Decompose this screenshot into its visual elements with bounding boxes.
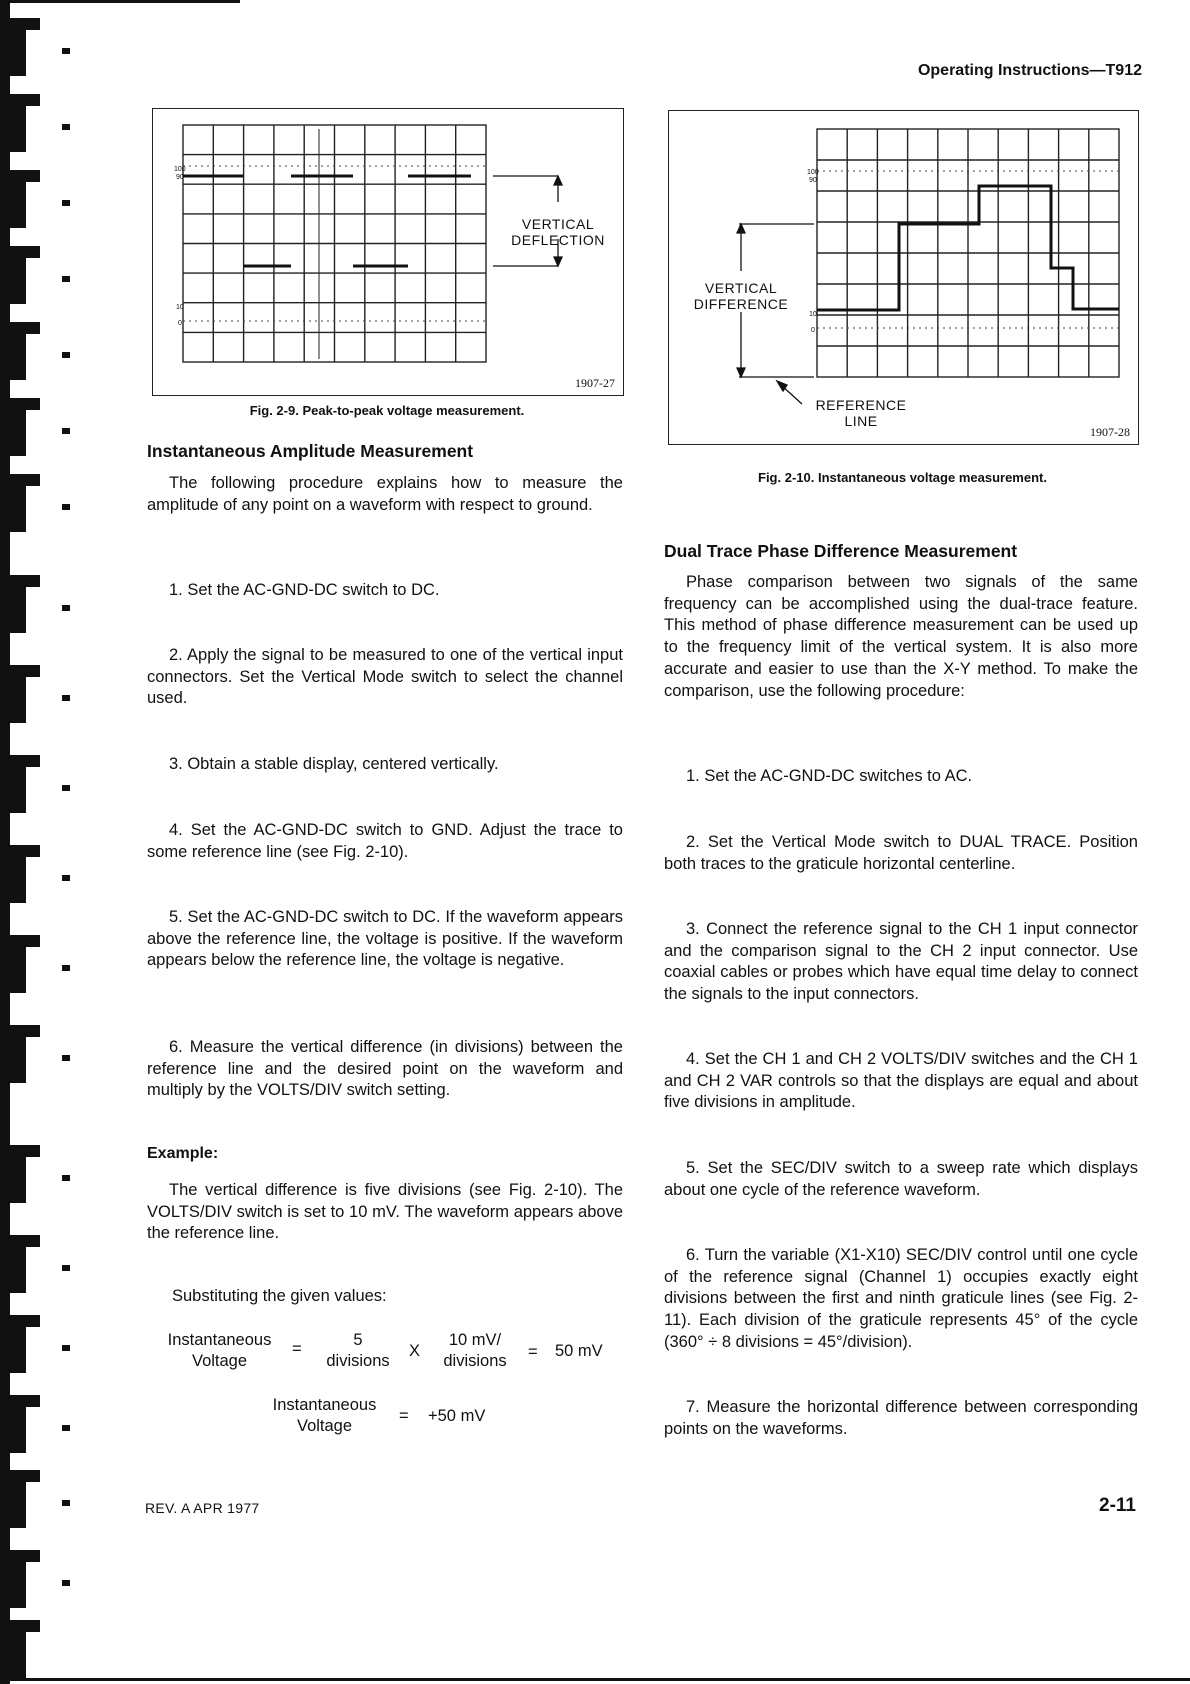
step-1: 1. Set the AC-GND-DC switch to DC. (169, 581, 440, 599)
dual-step-1: 1. Set the AC-GND-DC switches to AC. (686, 767, 973, 785)
tick-90: 90 (176, 174, 184, 181)
dual-step-2: 2. Set the Vertical Mode switch to DUAL TRACE. Position both traces to the graticule horizontal centerline. (664, 833, 1138, 873)
eq2-lhs: Instantaneous Voltage (272, 1396, 377, 1435)
fig-2-10-caption: Fig. 2-10. Instantaneous voltage measurement. (758, 470, 1047, 485)
intro-paragraph: The following procedure explains how to measure the amplitude of any point on a waveform with respect to ground. (147, 474, 623, 514)
page-number: 2-11 (1099, 1495, 1136, 1516)
index-tab (0, 745, 60, 811)
index-tab (0, 925, 60, 991)
tick-100: 100 (174, 166, 186, 173)
dual-step-6: 6. Turn the variable (X1-X10) SEC/DIV control until one cycle of the reference signal (Channel 1) occupies exactly eight divisions between the first and ninth graticule lines (see Fig. 2-11). Each division of the graticule represents 45° of the cycle (360° ÷ 8 divisions = 45°/division). (664, 1246, 1138, 1351)
reference-line-label: REFERENCE LINE (815, 397, 907, 429)
figure-2-9 (152, 108, 624, 396)
dual-step-3: 3. Connect the reference signal to the CH 1 input connector and the comparison signal to the CH 2 input connector. Use coaxial cables or probes which have equal time delay to connect the signals to the input connectors. (664, 920, 1138, 1004)
example-paragraph: The vertical difference is five divisions (see Fig. 2-10). The VOLTS/DIV switch is set to 10 mV. The waveform appears above the reference line. (147, 1181, 623, 1243)
index-tab (0, 464, 60, 530)
step-3: 3. Obtain a stable display, centered vertically. (169, 755, 499, 773)
index-tab (0, 312, 60, 378)
bottom-edge-line (0, 1678, 1190, 1681)
tick-10: 10 (176, 304, 184, 311)
example-heading: Example: (147, 1145, 219, 1162)
vertical-deflection-label: VERTICAL DEFLECTION (511, 216, 605, 248)
revision-note: REV. A APR 1977 (145, 1500, 260, 1516)
index-tab (0, 1015, 60, 1081)
eq1-volts-per-div: 10 mV/ divisions (443, 1331, 507, 1370)
tick-10: 10 (809, 311, 817, 318)
tick-0: 0 (811, 327, 815, 334)
step-5: 5. Set the AC-GND-DC switch to DC. If the waveform appears above the reference line, the voltage is positive. If the waveform appears below the reference line, the voltage is negative. (147, 908, 623, 970)
eq1-result: 50 mV (555, 1342, 603, 1360)
figure-number: 1907-28 (1090, 425, 1130, 439)
step-2: 2. Apply the signal to be measured to one of the vertical input connectors. Set the Vertical Mode switch to select the channel used. (147, 646, 623, 708)
index-tab (0, 1385, 60, 1451)
index-tab (0, 8, 60, 74)
dual-step-4: 4. Set the CH 1 and CH 2 VOLTS/DIV switches and the CH 1 and CH 2 VAR controls so that the displays are equal and about five divisions in amplitude. (664, 1050, 1138, 1112)
instantaneous-graticule (669, 111, 1138, 444)
vertical-difference-label: VERTICAL DIFFERENCE (685, 280, 797, 312)
index-tab (0, 1225, 60, 1291)
dual-trace-intro: Phase comparison between two signals of the same frequency can be accomplished using the dual-trace feature. This method of phase difference measurement can be used up to the frequency limit of the vertical system. It is also more accurate and easier to use than the X-Y method. To make the comparison, use the following procedure: (664, 573, 1138, 700)
running-header: Operating Instructions—T912 (917, 62, 1142, 79)
substituting-line: Substituting the given values: (172, 1287, 387, 1305)
index-tab (0, 236, 60, 302)
eq2-equals: = (399, 1407, 409, 1425)
index-tab (0, 1610, 60, 1676)
index-tab (0, 1540, 60, 1606)
index-tab (0, 84, 60, 150)
step-6: 6. Measure the vertical difference (in divisions) between the reference line and the desired point on the waveform and multiply by the VOLTS/DIV switch setting. (147, 1038, 623, 1100)
index-tab (0, 565, 60, 631)
dual-step-5: 5. Set the SEC/DIV switch to a sweep rate which displays about one cycle of the reference waveform. (664, 1159, 1138, 1199)
index-tab (0, 1305, 60, 1371)
dual-step-7: 7. Measure the horizontal difference between corresponding points on the waveforms. (664, 1398, 1138, 1438)
tick-0: 0 (178, 320, 182, 327)
tick-100: 100 (807, 169, 819, 176)
step-4: 4. Set the AC-GND-DC switch to GND. Adjust the trace to some reference line (see Fig. 2-10). (147, 821, 623, 861)
fig-2-9-caption: Fig. 2-9. Peak-to-peak voltage measurement. (249, 403, 525, 418)
index-tab (0, 655, 60, 721)
index-tab (0, 1460, 60, 1526)
eq1-times: X (409, 1342, 421, 1360)
heading-instantaneous: Instantaneous Amplitude Measurement (147, 441, 474, 461)
index-tab (0, 1135, 60, 1201)
index-tab (0, 835, 60, 901)
eq1-lhs: Instantaneous Voltage (167, 1331, 272, 1370)
heading-dual-trace: Dual Trace Phase Difference Measurement (664, 541, 1018, 561)
figure-number: 1907-27 (575, 376, 615, 390)
index-tab (0, 388, 60, 454)
eq1-equals: = (292, 1340, 302, 1358)
tick-90: 90 (809, 177, 817, 184)
figure-2-10 (668, 110, 1139, 445)
peak-to-peak-graticule (153, 109, 623, 395)
eq1-divisions: 5 divisions (326, 1331, 390, 1370)
index-tab (0, 160, 60, 226)
eq2-result: +50 mV (428, 1407, 486, 1425)
top-edge-line (0, 0, 240, 3)
eq1-equals-2: = (528, 1343, 538, 1361)
